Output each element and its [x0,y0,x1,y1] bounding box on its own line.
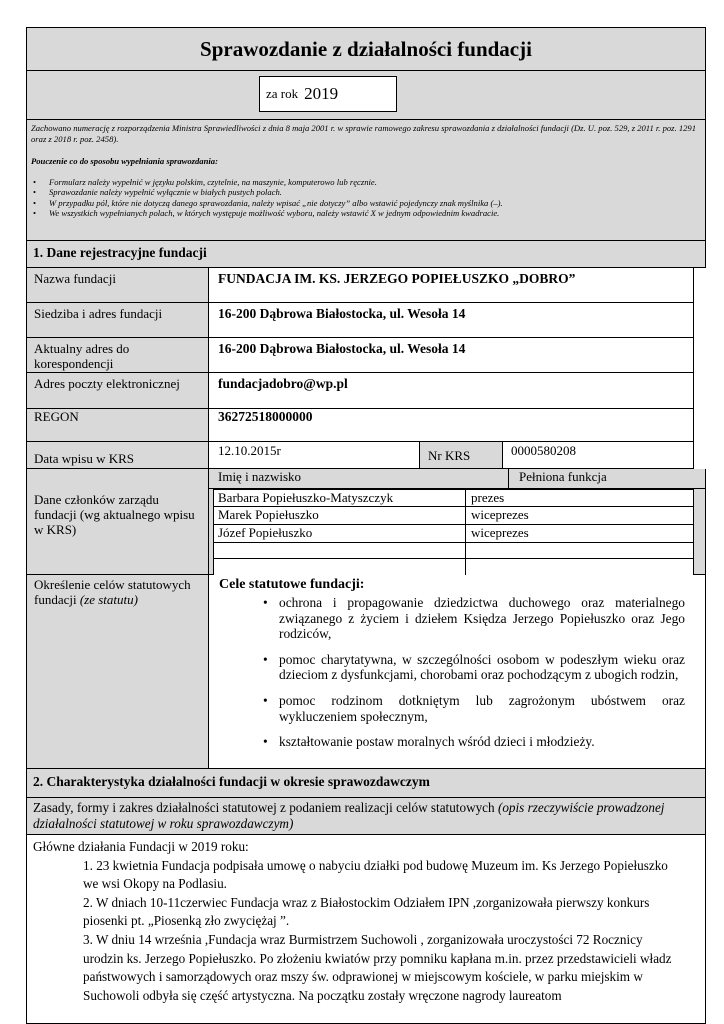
krs-date-label: Data wpisu w KRS [26,442,209,469]
section-2-subheader [26,798,706,835]
goal-item [219,693,695,724]
regulation-note: Zachowano numerację z rozporządzenia Ministra Sprawiedliwości z dnia 8 maja 2001 r. w sprawie ramowego zakresu sprawozdania z działalności fundacji (Dz. U. poz. 529, z 2011 r. poz. 1291 oraz z 2018 r. poz. 2458). [31,123,697,144]
goal-text: pomoc charytatywna, w szczególności osobom w podeszłym wieku oraz dzieciom z dysfunkcjami, chorobami oraz pochodzącym z ubogich rodzin, [279,651,685,683]
regon-field[interactable]: 36272518000000 [209,409,694,442]
board-member-name[interactable]: Marek Popiełuszko [213,507,466,525]
goal-text: ochrona i propagowanie dziedzictwa duchowego oraz materialnego związanego z życiem i dziełem Księdza Jerzego Popiełuszko oraz Jego rodziców, [279,595,685,642]
krs-number-label: Nr KRS [420,442,503,469]
section-2-subheader-text: Zasady, formy i zakres działalności statutowej z podaniem realizacji celów statutowych [33,800,498,815]
board-member-role[interactable]: wiceprezes [466,507,694,525]
board-member-role[interactable]: prezes [466,489,694,507]
section-1-header: 1. Dane rejestracyjne fundacji [26,241,706,268]
statutory-goals-label [26,575,209,769]
goal-item [219,734,695,750]
activity-intro: Główne działania Fundacji w 2019 roku: [33,839,249,854]
section-2-subheader-note: (opis rzeczywiście prowadzonej działalności statutowej w roku sprawozdawczym) [33,800,665,831]
goal-text: pomoc rodzinom dotkniętym lub zagrożonym ubóstwem oraz wykluczeniem społecznym, [279,692,685,724]
year-value: 2019 [304,84,339,103]
krs-date-field[interactable]: 12.10.2015r [209,442,420,469]
foundation-name-field[interactable]: FUNDACJA IM. KS. JERZEGO POPIEŁUSZKO „DOBRO” [209,268,694,303]
year-label: za rok [266,86,299,101]
board-member-role-empty[interactable] [466,559,694,575]
statutory-goals-label-note: (ze statutu) [79,592,138,607]
year-field[interactable] [259,76,397,112]
bullet-icon: • [263,651,268,667]
statutory-goals-field[interactable] [209,575,706,769]
instructions-box [26,120,706,241]
krs-number-field[interactable]: 0000580208 [503,442,694,469]
activity-item: 1. 23 kwietnia Fundacja podpisała umowę o nabyciu działki pod budowę Muzeum im. Ks Jerzego Popiełuszko we wsi Okopy na Podlasiu. [83,857,668,892]
goal-item [219,652,695,683]
correspondence-address-field[interactable]: 16-200 Dąbrowa Białostocka, ul. Wesoła 14 [209,338,694,373]
instruction-item: • We wszystkich wypełnianych polach, w których występuje możliwość wyboru, należy wstawić X w jednym odpowiednim kwadracie. [31,208,701,219]
goals-title: Cele statutowe fundacji: [219,577,365,592]
instruction-item: • Formularz należy wypełnić w języku polskim, czytelnie, na maszynie, komputerowo lub ręcznie. [31,177,701,188]
bullet-icon: • [263,692,268,708]
goal-text: kształtowanie postaw moralnych wśród dzieci i młodzieży. [279,734,595,750]
section-2-header: 2. Charakterystyka działalności fundacji w okresie sprawozdawczym [26,769,706,798]
board-header-role: Pełniona funkcja [509,469,706,489]
bullet-icon: • [263,595,268,610]
goals-list [219,595,695,750]
board-member-name-empty[interactable] [213,559,466,575]
board-member-role[interactable]: wiceprezes [466,525,694,543]
instruction-item: • Sprawozdanie należy wypełnić wyłącznie w białych pustych polach. [31,187,701,198]
email-label: Adres poczty elektronicznej [26,373,209,409]
goal-item [219,595,695,642]
correspondence-address-label: Aktualny adres do korespondencji [26,338,209,373]
seat-address-label: Siedziba i adres fundacji [26,303,209,338]
board-member-name[interactable]: Barbara Popiełuszko-Matyszczyk [213,489,466,507]
board-member-role-empty[interactable] [466,543,694,559]
report-title: Sprawozdanie z działalności fundacji [26,27,706,71]
board-header-name: Imię i nazwisko [209,469,509,489]
bullet-icon: • [263,734,268,750]
regon-label: REGON [26,409,209,442]
activity-item: 3. W dniu 14 września ,Fundacja wraz Burmistrzem Suchowoli , zorganizowała uroczystości 72 Rocznicy urodzin ks. Jerzego Popiełuszko. Po złożeniu kwiatów przy pomniku kapłana m.in. przez przedstawicieli władz państwowych i samorządowych oraz mszy św. odprawionej w miejscowym kościele, w parku miejskim w Suchowoli odbyła się część artystyczna. Na początku zostały wręczone nagrody laureatom [83,931,672,1003]
board-member-name[interactable]: Józef Popiełuszko [213,525,466,543]
board-members-label: Dane członków zarządu fundacji (wg aktualnego wpisu w KRS) [26,469,209,575]
activity-description-field[interactable] [26,835,706,1024]
year-band [26,71,706,120]
seat-address-field[interactable]: 16-200 Dąbrowa Białostocka, ul. Wesoła 14 [209,303,694,338]
instructions-title: Pouczenie co do sposobu wypełniania sprawozdania: [31,156,218,166]
instruction-item: • W przypadku pól, które nie dotyczą danego sprawozdania, należy wpisać „nie dotyczy” albo wstawić pojedynczy znak myślnika (–). [31,198,701,209]
board-member-name-empty[interactable] [213,543,466,559]
activity-item: 2. W dniach 10-11czerwiec Fundacja wraz z Białostockim Odziałem IPN ,zorganizowała pierwszy konkurs piosenki pt. „Piosenką zło zwyciężaj ”. [83,894,650,929]
foundation-name-label: Nazwa fundacji [26,268,209,303]
statutory-goals-label-text: Określenie celów statutowych fundacji [34,577,191,607]
instructions-list [31,177,701,219]
email-field[interactable]: fundacjadobro@wp.pl [209,373,694,409]
